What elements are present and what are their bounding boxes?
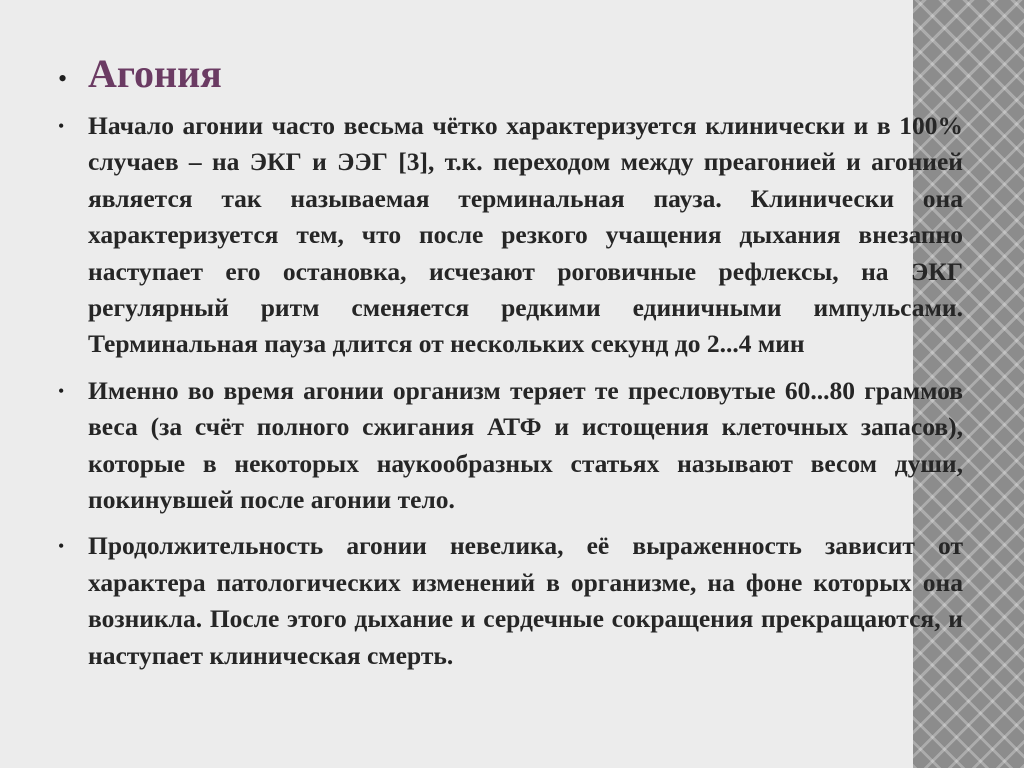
bullet-item [58,528,963,674]
bullet-list [58,108,963,674]
bullet-text: Продолжительность агонии невелика, её выраженность зависит от характера патологических изменений в организме, на фоне которых она возникла. После этого дыхание и сердечные сокращения прекращаются, и наступает клиническая смерть. [88,531,963,670]
bullet-icon: • [58,64,68,93]
slide-title: Агония [88,51,222,96]
bullet-icon: • [58,116,65,136]
bullet-text: Именно во время агонии организм теряет те пресловутые 60...80 граммов веса (за счёт полного сжигания АТФ и истощения клеточных запасов), которые в некоторых наукообразных статьях называют весом души, покинувшей после агонии тело. [88,375,963,515]
bullet-icon: • [58,536,65,557]
bullet-icon: • [58,380,65,401]
bullet-item [58,108,963,363]
title-row [58,52,963,96]
slide-content [58,52,963,684]
bullet-text: Начало агонии часто весьма чётко характеризуется клинически и в 100% случаев – на ЭКГ и ЭЭГ [3], т.к. переходом между преагонией и агонией является так называемая терминальная пауза. Клинически она характеризуется тем, что после резкого учащения дыхания внезапно наступает его остановка, исчезают роговичные рефлексы, на ЭКГ регулярный ритм сменяется редкими единичными импульсами. Терминальная пауза длится от нескольких секунд до 2...4 мин [88,111,963,359]
bullet-item [58,373,963,519]
